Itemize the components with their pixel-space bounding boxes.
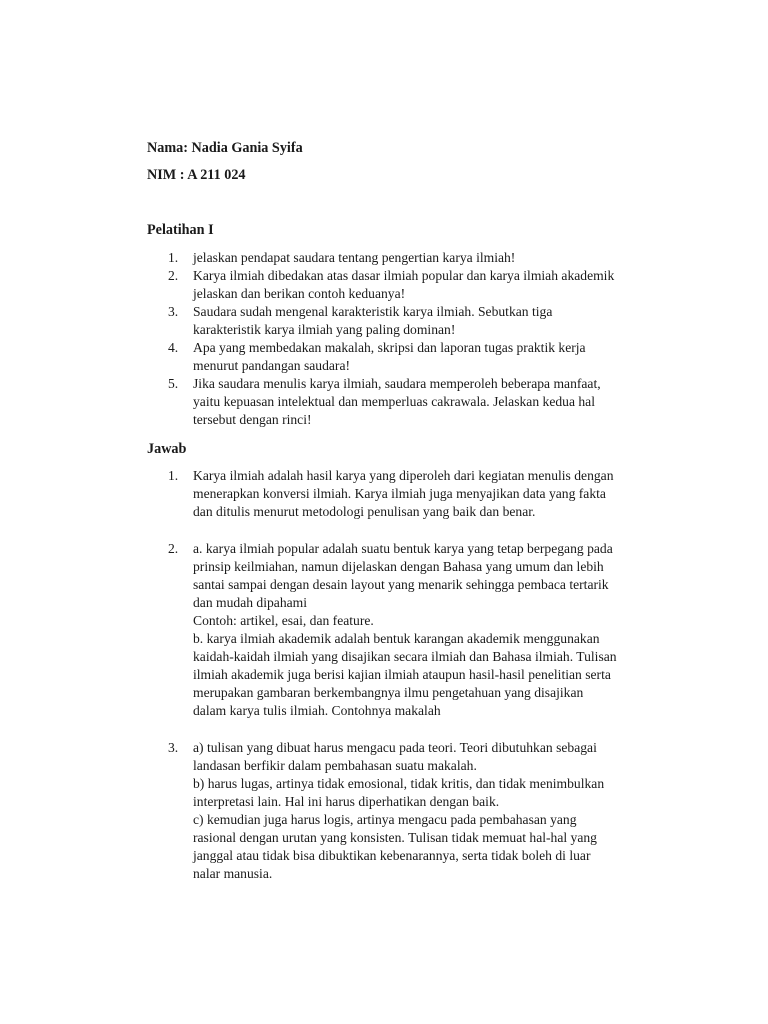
question-line: karakteristik karya ilmiah yang paling dominan! xyxy=(193,322,456,337)
question-line: menurut pandangan saudara! xyxy=(193,358,351,373)
question-line: Jika saudara menulis karya ilmiah, saudara memperoleh beberapa manfaat, xyxy=(193,376,601,391)
answer-line: dan mudah dipahami xyxy=(193,595,308,610)
question-line: jelaskan pendapat saudara tentang pengertian karya ilmiah! xyxy=(193,250,516,265)
answer-line: a. karya ilmiah popular adalah suatu bentuk karya yang tetap berpegang pada xyxy=(193,541,613,556)
answer-line: rasional dengan urutan yang konsisten. Tulisan tidak memuat hal-hal yang xyxy=(193,830,597,845)
question-number: 1. xyxy=(168,250,179,265)
answer-line: merupakan gambaran berkembangnya ilmu pengetahuan yang disajikan xyxy=(193,685,584,700)
question-item xyxy=(168,249,614,267)
question-list xyxy=(168,249,614,429)
question-number: 5. xyxy=(168,376,179,391)
question-item xyxy=(168,303,614,339)
answer-item xyxy=(168,467,614,521)
answer-item xyxy=(168,739,604,883)
question-line: Karya ilmiah dibedakan atas dasar ilmiah popular dan karya ilmiah akademik xyxy=(193,268,615,283)
section-heading-jawab: Jawab xyxy=(147,441,187,457)
answer-line: landasan berfikir dalam pembahasan suatu makalah. xyxy=(193,758,477,773)
answer-line: ilmiah akademik juga berisi kajian ilmiah ataupun hasil-hasil penelitian serta xyxy=(193,667,611,682)
answer-list-3 xyxy=(168,739,604,883)
question-line: Apa yang membedakan makalah, skripsi dan laporan tugas praktik kerja xyxy=(193,340,586,355)
answer-line: dan ditulis menurut metodologi penulisan yang baik dan benar. xyxy=(193,504,536,519)
question-number: 4. xyxy=(168,340,179,355)
answer-line: prinsip keilmiahan, namun dijelaskan dengan Bahasa yang umum dan lebih xyxy=(193,559,604,574)
question-line: jelaskan dan berikan contoh keduanya! xyxy=(193,286,406,301)
student-name: Nama: Nadia Gania Syifa xyxy=(147,140,303,156)
student-nim: NIM : A 211 024 xyxy=(147,167,246,183)
question-number: 2. xyxy=(168,268,179,283)
answer-item xyxy=(168,540,617,720)
question-number: 3. xyxy=(168,304,179,319)
answer-line: nalar manusia. xyxy=(193,866,273,881)
answer-list-2 xyxy=(168,540,617,720)
question-item xyxy=(168,375,614,429)
answer-line: janggal atau tidak bisa dibuktikan kebenarannya, serta tidak boleh di luar xyxy=(193,848,591,863)
answer-number: 2. xyxy=(168,541,179,556)
question-item xyxy=(168,267,614,303)
answer-list-1 xyxy=(168,467,614,521)
answer-line: b. karya ilmiah akademik adalah bentuk karangan akademik menggunakan xyxy=(193,631,600,646)
question-line: tersebut dengan rinci! xyxy=(193,412,312,427)
answer-number: 3. xyxy=(168,740,179,755)
answer-line: c) kemudian juga harus logis, artinya mengacu pada pembahasan yang xyxy=(193,812,577,827)
answer-line: interpretasi lain. Hal ini harus diperhatikan dengan baik. xyxy=(193,794,500,809)
question-item xyxy=(168,339,614,375)
answer-line: menerapkan konversi ilmiah. Karya ilmiah juga menyajikan data yang fakta xyxy=(193,486,606,501)
section-heading-pelatihan: Pelatihan I xyxy=(147,222,214,238)
answer-line: dalam karya tulis ilmiah. Contohnya makalah xyxy=(193,703,441,718)
answer-line: Karya ilmiah adalah hasil karya yang diperoleh dari kegiatan menulis dengan xyxy=(193,468,614,483)
answer-number: 1. xyxy=(168,468,179,483)
answer-line: b) harus lugas, artinya tidak emosional, tidak kritis, dan tidak menimbulkan xyxy=(193,776,605,791)
question-line: Saudara sudah mengenal karakteristik karya ilmiah. Sebutkan tiga xyxy=(193,304,553,319)
answer-line: Contoh: artikel, esai, dan feature. xyxy=(193,613,374,628)
answer-line: kaidah-kaidah ilmiah yang disajikan secara ilmiah dan Bahasa ilmiah. Tulisan xyxy=(193,649,617,664)
question-line: yaitu kepuasan intelektual dan memperluas cakrawala. Jelaskan kedua hal xyxy=(193,394,595,409)
answer-line: santai sampai dengan desain layout yang menarik sehingga pembaca tertarik xyxy=(193,577,609,592)
answer-line: a) tulisan yang dibuat harus mengacu pada teori. Teori dibutuhkan sebagai xyxy=(193,740,597,755)
